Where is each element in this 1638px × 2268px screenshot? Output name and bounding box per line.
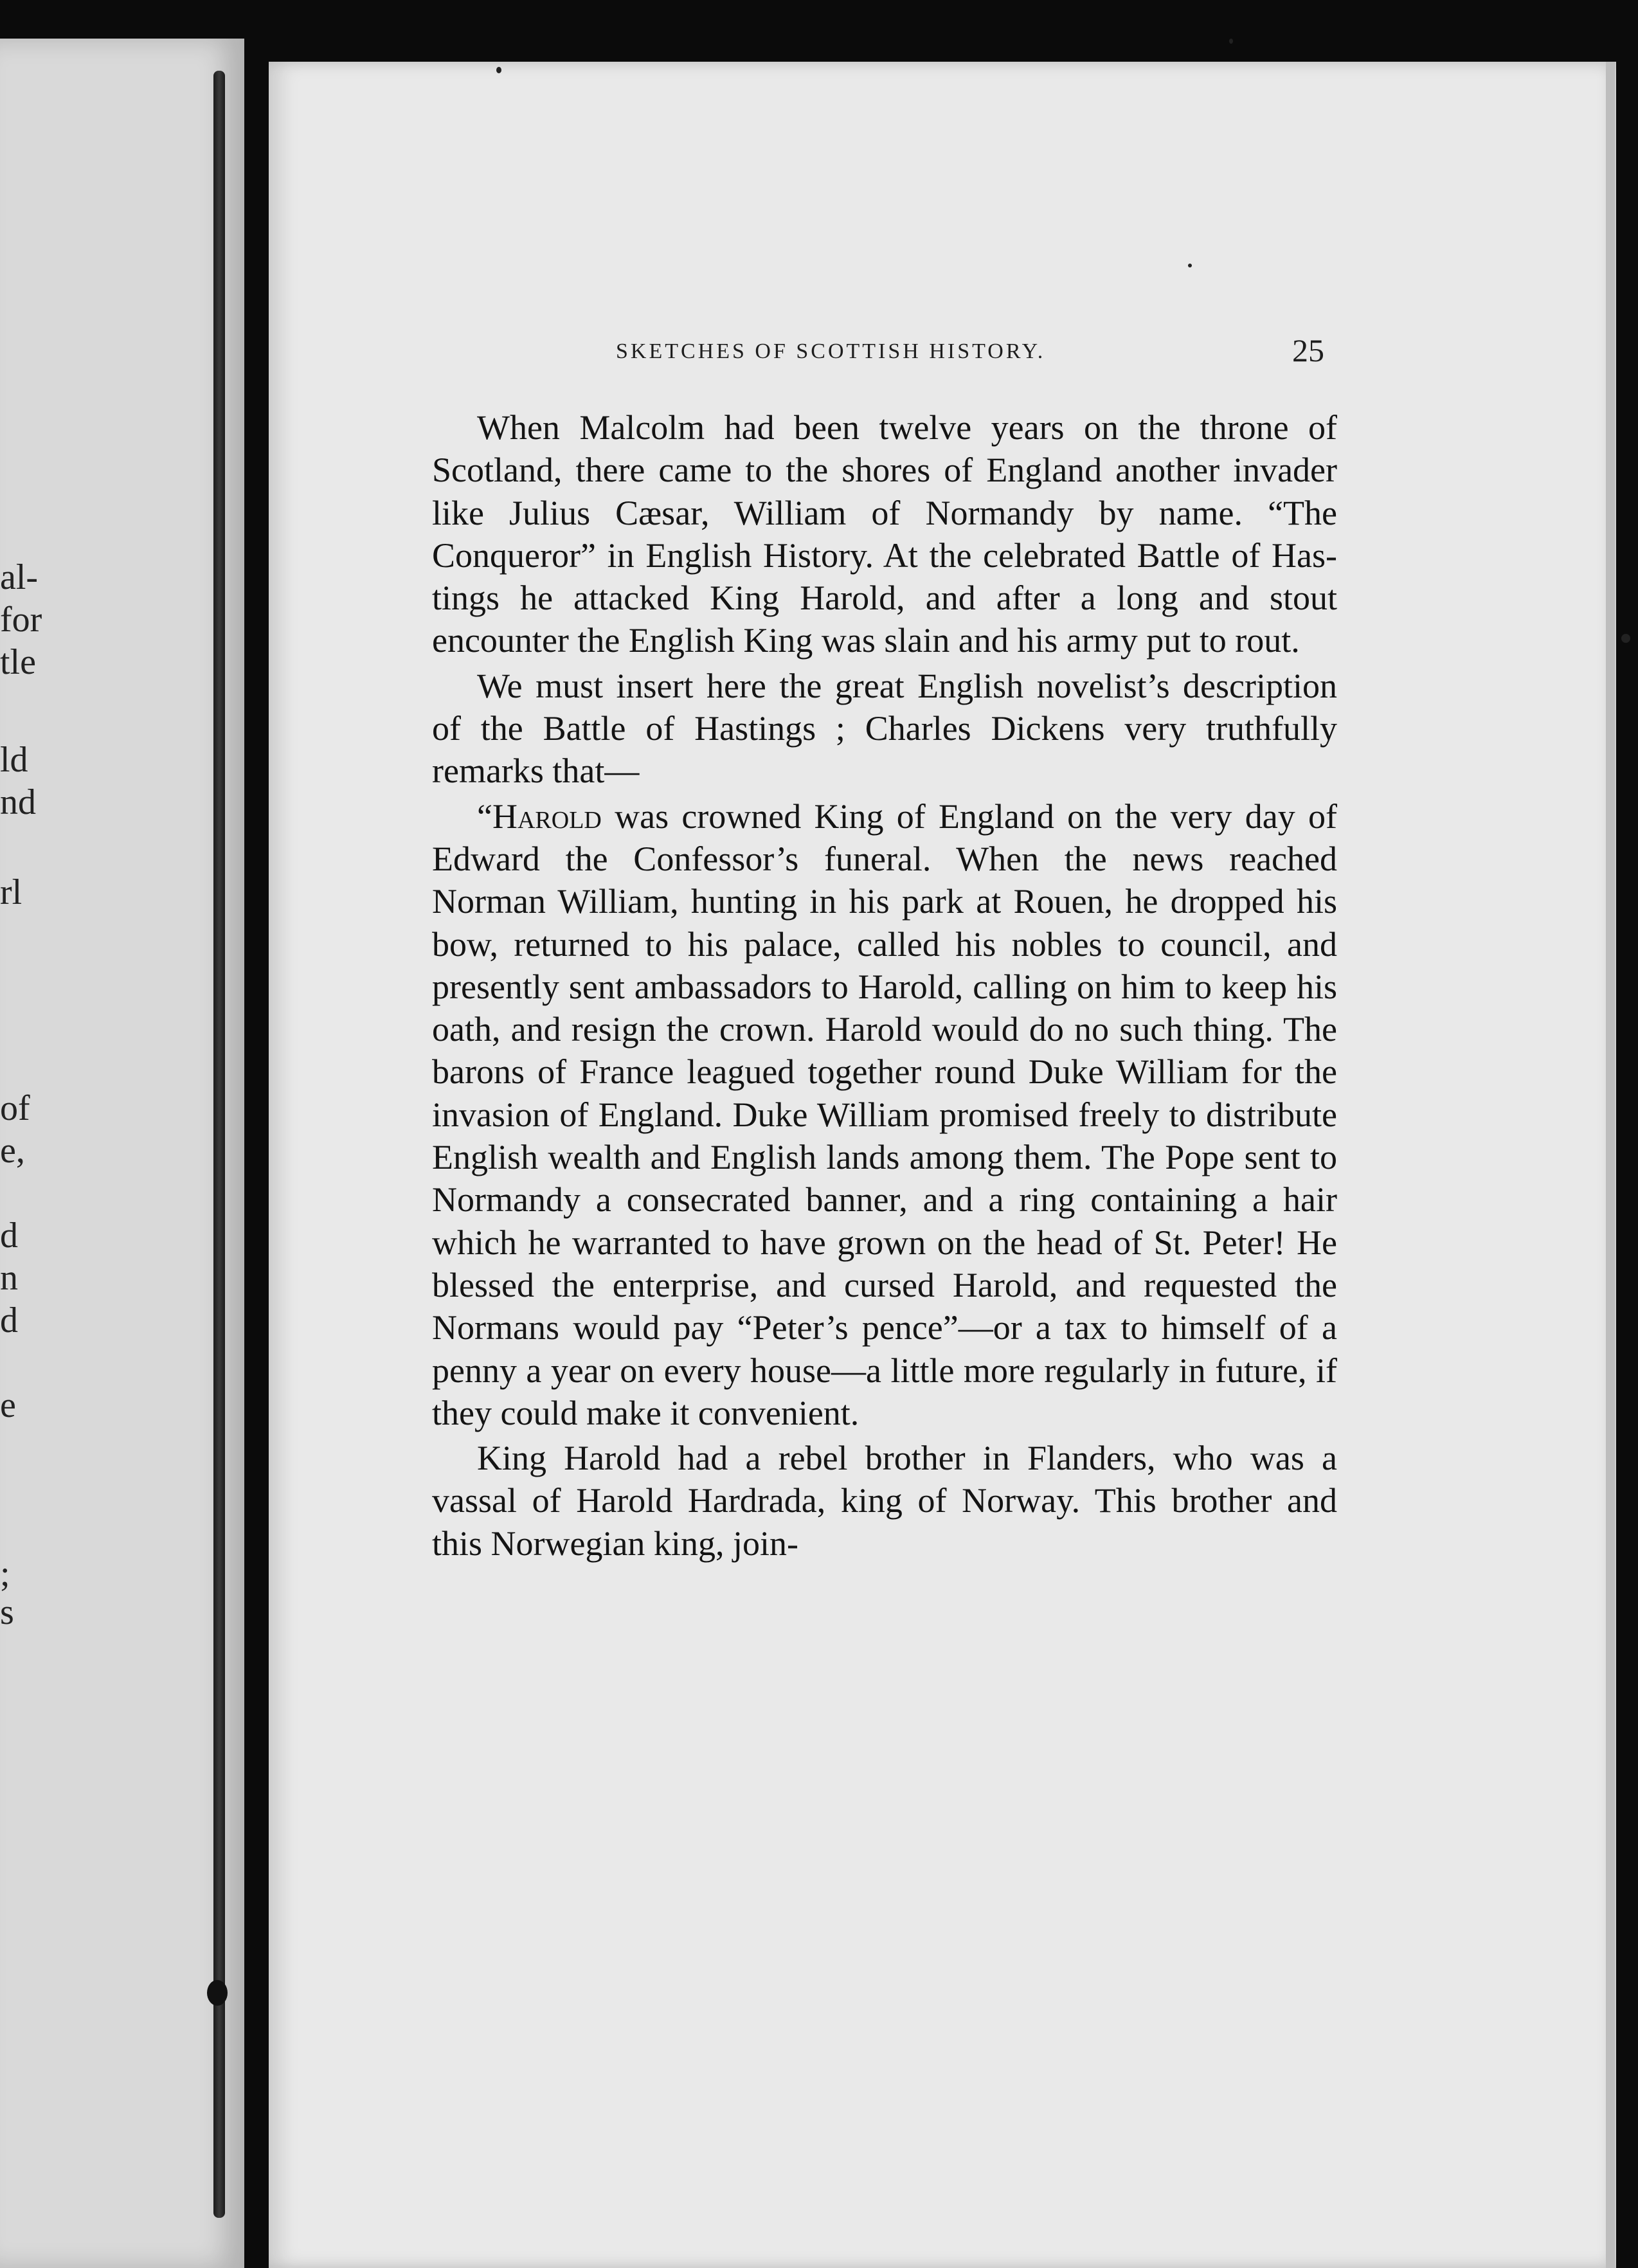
fragment-line: s [0, 1592, 14, 1632]
book-spine [213, 71, 225, 2218]
fragment-line: e [0, 1385, 16, 1425]
scan-speck [1188, 264, 1192, 267]
fragment-line: nd [0, 782, 36, 822]
page-number: 25 [1292, 332, 1324, 368]
fragment-line: ld [0, 740, 28, 780]
previous-page-fragment [0, 39, 244, 2268]
fragment-line: n [0, 1258, 18, 1298]
scan-speck [1229, 39, 1233, 44]
paragraph-text: When Malcolm had been twelve years on the throne of Scotland, there came to the shores of England another invader like Julius Cæsar, William of Normandy by name. “The Conqueror” in English History. At the celebrated Battle of Hastings he attacked King Harold, and after a long and stout encounter the English King was slain and his army put to rout. [432, 408, 1337, 660]
scan-speck [496, 67, 501, 73]
page-body [432, 406, 1337, 1565]
paragraph-text: was crowned King of England on the very day of Edward the Confessor’s funeral. When the news reached Norman William, hunting in his park at Rouen, he dropped his bow, returned to his palace, called his nobles to council, and presently sent ambassadors to Harold, calling on him to keep his oath, and resign the crown. Harold would do no such thing. The barons of France leagued together round Duke William for the invasion of England. Duke William promised freely to distribute English wealth and English lands among them. The Pope sent to Normandy a consecrated banner, and a ring containing a hair which he warranted to have grown on the head of St. Peter! He blessed the enterprise, and cursed Harold, and requested the Normans would pay “Peter’s pence”—or a tax to himself of a penny a year on every house—a little more regularly in future, if they could make it convenient. [432, 797, 1337, 1432]
fragment-line: al- [0, 557, 39, 597]
fragment-line: d [0, 1216, 18, 1256]
page-edge [1606, 62, 1615, 2268]
paragraph [432, 795, 1337, 1434]
paragraph [432, 665, 1337, 793]
fragment-line: of [0, 1088, 30, 1128]
fragment-line: tle [0, 642, 36, 682]
paragraph [432, 1437, 1337, 1565]
fragment-line: rl [0, 872, 22, 912]
fragment-line: d [0, 1300, 18, 1340]
paragraph-text: King Harold had a rebel brother in Flanders, who was a vassal of Harold Hardrada, king of Norway. This brother and this Norwegian king, join- [432, 1439, 1337, 1563]
paragraph [432, 406, 1337, 662]
running-head: SKETCHES OF SCOTTISH HISTORY. [616, 339, 1046, 363]
spine-mark [207, 1980, 228, 2006]
previous-page-text-fragments [0, 39, 244, 2268]
paragraph-lead-word: “Harold [477, 797, 602, 836]
scan-speck [1621, 634, 1630, 643]
paragraph-text: We must insert here the great English novelist’s description of the Battle of Hastings ; Charles Dickens very truthfully remarks that— [432, 666, 1337, 791]
fragment-line: for [0, 600, 42, 640]
fragment-line: e, [0, 1131, 25, 1171]
fragment-line: ; [0, 1554, 10, 1594]
